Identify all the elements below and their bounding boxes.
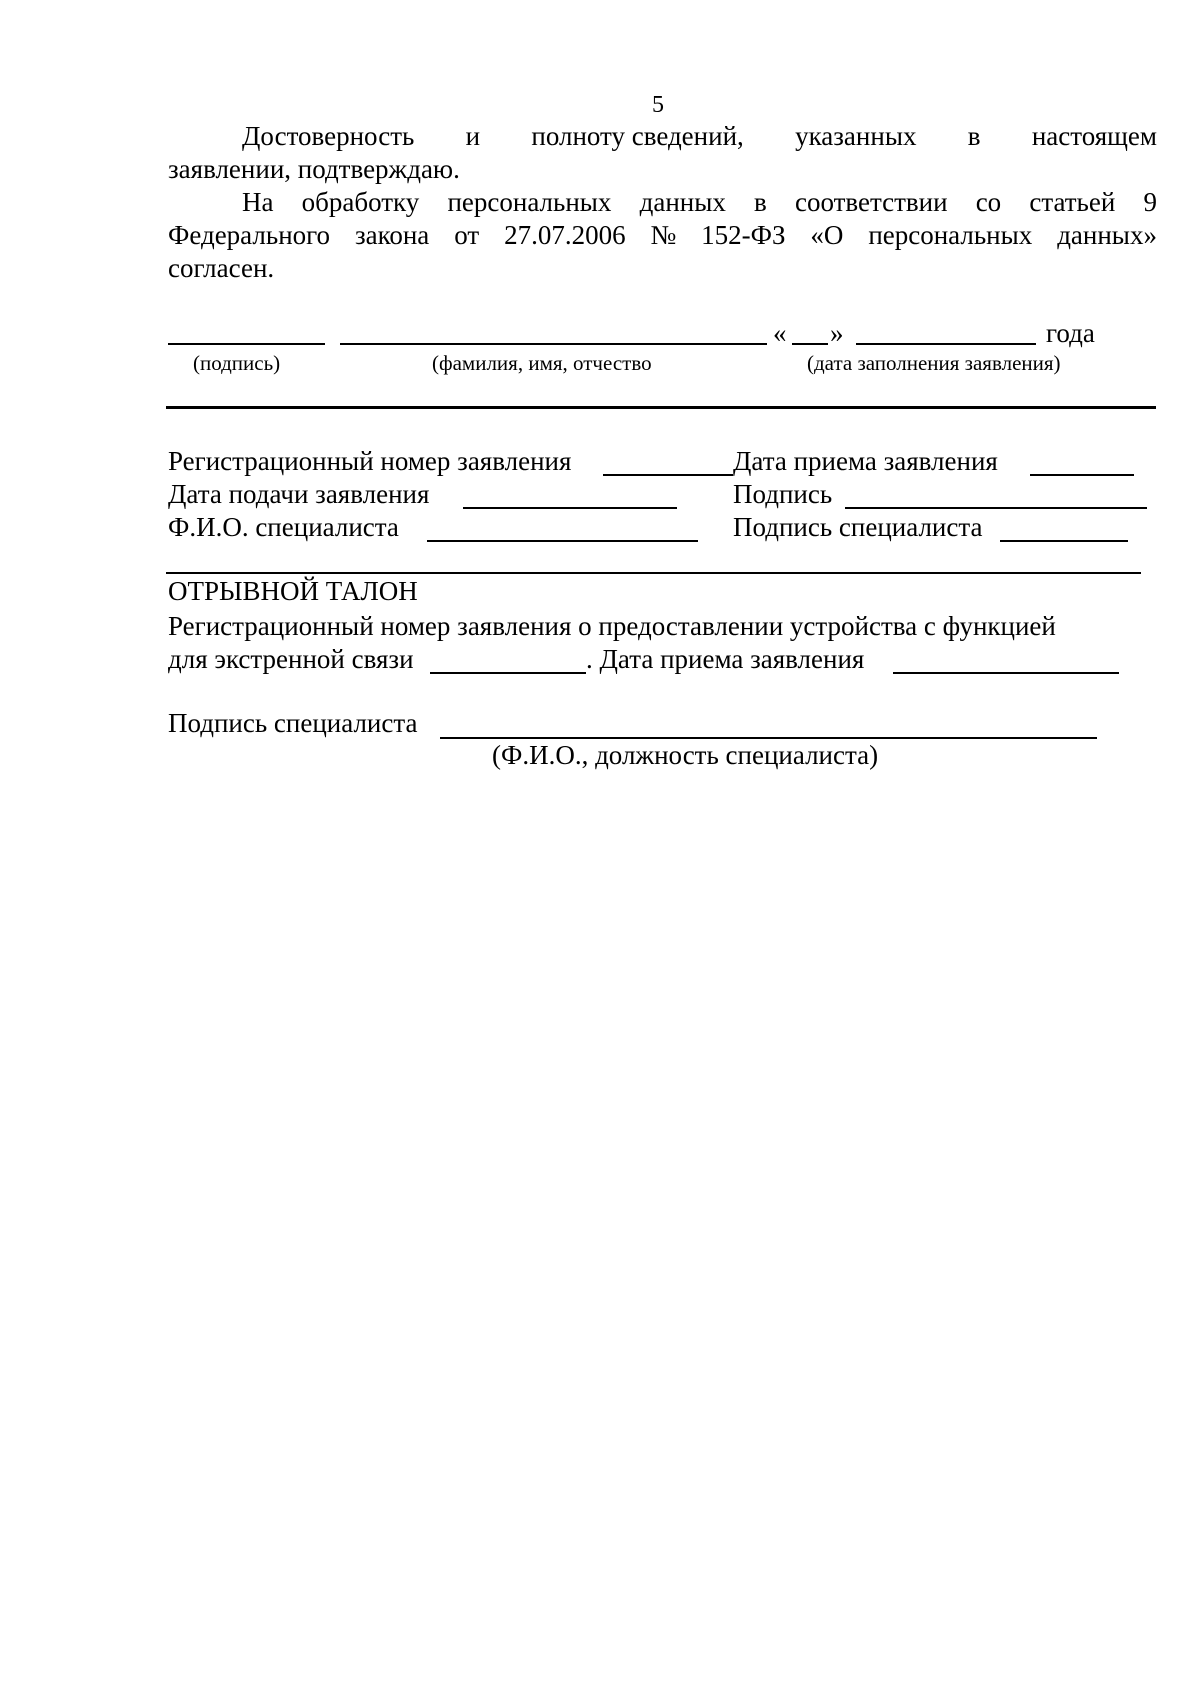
page-number: 5 [652,92,664,118]
quote-close: » [830,318,844,348]
word: от [454,220,480,250]
word: закона [354,220,430,250]
tear-off-specialist-caption: (Ф.И.О., должность специалиста) [492,740,879,770]
day-blank[interactable] [792,343,828,345]
caption-name: (фамилия, имя, отчество [432,351,652,375]
full-name-blank[interactable] [340,343,767,345]
word: настоящем [1031,121,1157,151]
reg-number-blank[interactable] [603,474,733,476]
tear-off-receipt-date-label: . Дата приема заявления [586,644,865,674]
word: № [650,220,677,250]
caption-signature: (подпись) [193,351,281,375]
declaration-para2-line3: согласен. [168,253,275,283]
receipt-date-blank[interactable] [1030,474,1134,476]
specialist-name-label: Ф.И.О. специалиста [168,512,399,542]
reg-number-label: Регистрационный номер заявления [168,446,572,476]
word: На [242,187,274,217]
month-year-blank[interactable] [856,343,1036,345]
declaration-para2-line2 [168,220,1157,250]
word: соответствии [794,187,948,217]
word: и [465,121,481,151]
declaration-para1-line1 [242,121,1157,151]
receipt-date-label: Дата приема заявления [733,446,998,476]
tear-off-title: ОТРЫВНОЙ ТАЛОН [168,576,418,606]
tear-off-specialist-signature-label: Подпись специалиста [168,708,418,738]
tear-off-line [166,572,1141,574]
word: 152-ФЗ [701,220,786,250]
specialist-name-blank[interactable] [427,540,698,542]
word: со [975,187,1002,217]
word: Федерального [168,220,331,250]
word: «О [810,220,844,250]
tear-off-line2-start: для экстренной связи [168,644,414,674]
word: Достоверность [242,121,415,151]
signature-blank[interactable] [168,343,325,345]
word: указанных [795,121,917,151]
declaration-para1-line2: заявлении, подтверждаю. [168,154,460,184]
word: данных [639,187,726,217]
tear-off-receipt-date-blank[interactable] [893,672,1119,674]
tear-off-specialist-signature-blank[interactable] [440,737,1097,739]
year-word: года [1046,318,1095,348]
word: в [754,187,767,217]
word: персональных [447,187,612,217]
word: в [967,121,981,151]
word: 9 [1143,187,1157,217]
specialist-signature-label: Подпись специалиста [733,512,983,542]
declaration-para2-line1 [242,187,1157,217]
submission-date-label: Дата подачи заявления [168,479,430,509]
section-divider [166,406,1156,409]
word: 27.07.2006 [504,220,626,250]
tear-off-line1: Регистрационный номер заявления о предоставлении устройства с функцией [168,611,1056,641]
word: данных» [1057,220,1157,250]
submission-date-blank[interactable] [463,507,677,509]
word: статьей [1029,187,1116,217]
quote-open: « [773,318,787,348]
word: полноту сведений, [531,121,744,151]
tear-off-reg-number-blank[interactable] [430,672,586,674]
specialist-signature-blank[interactable] [1000,540,1128,542]
signature-label: Подпись [733,479,833,509]
caption-date: (дата заполнения заявления) [807,351,1061,375]
word: обработку [301,187,420,217]
signature-field-blank[interactable] [845,507,1147,509]
word: персональных [868,220,1033,250]
